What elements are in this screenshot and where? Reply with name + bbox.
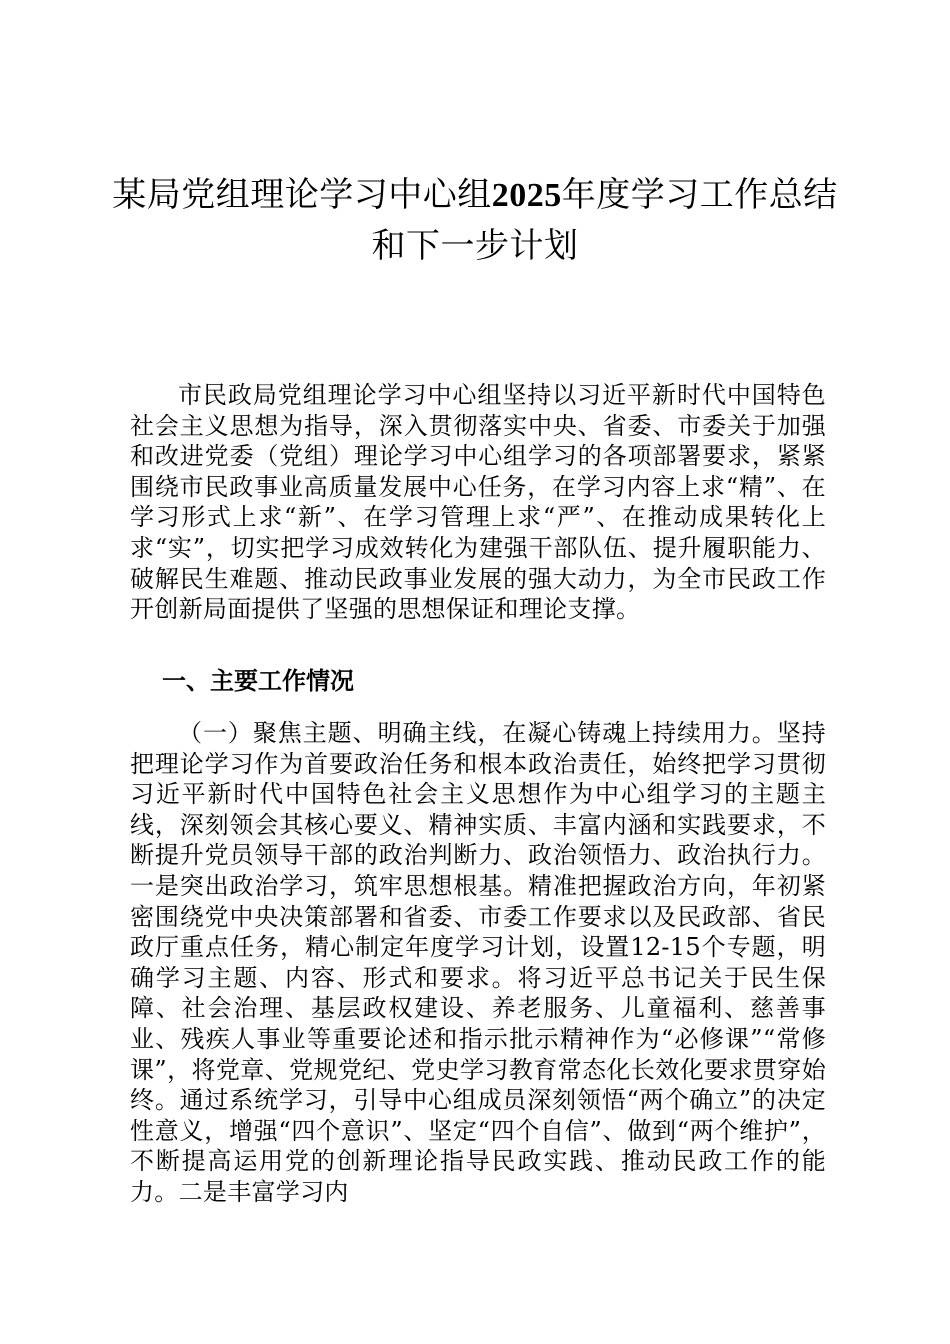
section-heading: 一、主要工作情况 [162, 667, 354, 695]
document-title [110, 170, 840, 271]
title-year: 2025 [491, 177, 562, 214]
title-part-2: 年度学习工作总结和下一步计划 [371, 175, 838, 266]
intro-paragraph: 市民政局党组理论学习中心组坚持以习近平新时代中国特色社会主义思想为指导，深入贯彻落实中央、省委、市委关于加强和改进党委（党组）理论学习中心组学习的各项部署要求，紧紧围绕市民政事业高质量发展中心任务，在学习内容上求“精”、在学习形式上求“新”、在学习管理上求“严”、在推动成果转化上求“实”，切实把学习成效转化为建强干部队伍、提升履职能力、破解民生难题、推动民政事业发展的强大动力，为全市民政工作开创新局面提供了坚强的思想保证和理论支撑。 [130, 381, 826, 624]
title-part-1: 某局党组理论学习中心组 [112, 175, 492, 215]
section-paragraph: （一）聚焦主题、明确主线，在凝心铸魂上持续用力。坚持把理论学习作为首要政治任务和根本政治责任，始终把学习贯彻习近平新时代中国特色社会主义思想作为中心组学习的主题主线，深刻领会其核心要义、精神实质、丰富内涵和实践要求，不断提升党员领导干部的政治判断力、政治领悟力、政治执行力。一是突出政治学习，筑牢思想根基。精准把握政治方向，年初紧密围绕党中央决策部署和省委、市委工作要求以及民政部、省民政厅重点任务，精心制定年度学习计划，设置12-15个专题，明确学习主题、内容、形式和要求。将习近平总书记关于民生保障、社会治理、基层政权建设、养老服务、儿童福利、慈善事业、残疾人事业等重要论述和指示批示精神作为“必修课”“常修课”，将党章、党规党纪、党史学习教育常态化长效化要求贯穿始终。通过系统学习，引导中心组成员深刻领悟“两个确立”的决定性意义，增强“四个意识”、坚定“四个自信”、做到“两个维护”，不断提高运用党的创新理论指导民政实践、推动民政工作的能力。二是丰富学习内 [130, 719, 826, 1206]
